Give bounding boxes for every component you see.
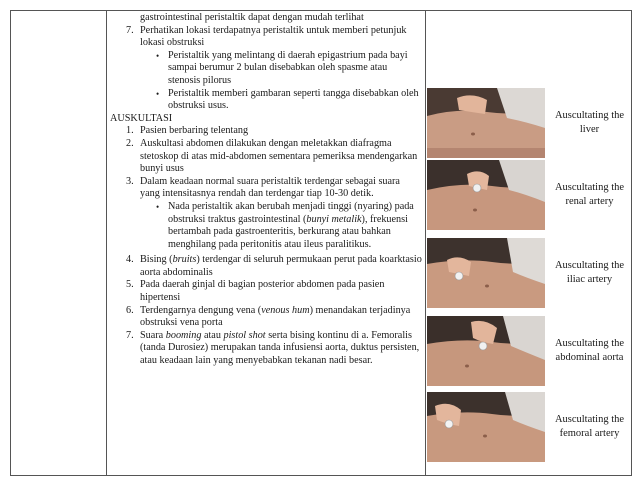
bullet-icon: •: [156, 88, 160, 99]
list-item: [110, 25, 422, 50]
list-item: [110, 254, 422, 279]
bullet-text: Peristaltik memberi gambaran seperti tangga disebabkan oleh obstruksi usus.: [168, 87, 419, 112]
auscultation-photo: [427, 316, 545, 386]
continuation-line: gastrointestinal peristaltik dapat dengan mudah terlihat: [140, 12, 364, 23]
item-number: 7.: [126, 329, 134, 341]
item-number: 7.: [126, 24, 134, 36]
bullet-item: [110, 88, 422, 113]
photo-row-femoral-artery: [427, 392, 630, 462]
bullet-text: Peristaltik yang melintang di daerah epigastrium pada bayi sampai berumur 2 bulan disebabkan oleh spasme atau stenosis pilorus: [168, 49, 408, 86]
item-number: 4.: [126, 254, 134, 266]
photo-caption: Auscultating the renal artery: [554, 182, 625, 207]
photo-caption: Auscultating the femoral artery: [554, 414, 625, 439]
photo-row-iliac-artery: [427, 238, 630, 308]
item-number: 1.: [126, 125, 134, 137]
photo-row-abdominal-aorta: [427, 316, 630, 386]
item-text: Pasien berbaring telentang: [140, 125, 249, 137]
list-item: [110, 176, 422, 201]
photo-row-renal-artery: [427, 160, 630, 230]
auscultation-photo: [427, 160, 545, 230]
list-item: [110, 330, 422, 368]
item-text: Perhatikan lokasi terdapatnya peristaltik untuk memberi petunjuk lokasi obstruksi: [140, 24, 407, 49]
list-item: [110, 138, 422, 176]
item-text: Bising (bruits) terdengar di seluruh permukaan perut pada koarktasio aorta abdominalis: [140, 254, 422, 278]
bullet-text: Nada peristaltik akan berubah menjadi tinggi (nyaring) pada obstruksi traktus gastrointestinal (bunyi metalik), frekuensi bertambah pada gastroenteritis, berkurang atau bahkan menghilang pada peritonitis atau ileus paralitikus.: [168, 200, 414, 250]
item-text: Terdengarnya dengung vena (venous hum) menandakan terjadinya obstruksi vena porta: [140, 304, 411, 329]
item-number: 3.: [126, 175, 134, 187]
bullet-item: [110, 50, 422, 88]
bullet-icon: •: [156, 201, 160, 212]
auscultation-photo: [427, 238, 545, 308]
item-number: 6.: [126, 304, 134, 316]
item-text: Suara booming atau pistol shot serta bising kontinu di a. Femoralis (tanda Durosiez) merupakan tanda infusiensi aorta, duktus persisten, atau keadaan lain yang menyebabkan tekanan nadi besar.: [140, 329, 420, 367]
list-item: [110, 305, 422, 330]
bullet-item: [110, 201, 422, 251]
item-text: Pada daerah ginjal di bagian posterior abdomen pada pasien hipertensi: [140, 279, 385, 304]
item-text: Dalam keadaan normal suara peristaltik terdengar sebagai suara yang intensitasnya rendah dan terdengar tiap 10-30 detik.: [140, 175, 400, 200]
auscultation-photo: [427, 88, 545, 158]
photo-caption: Auscultating the iliac artery: [554, 260, 625, 285]
auscultation-photo: [427, 392, 545, 462]
list-item: [110, 125, 422, 138]
photo-row-liver: [427, 88, 630, 158]
item-number: 5.: [126, 279, 134, 291]
column-divider-right: [425, 10, 426, 476]
photo-caption: Auscultating the liver: [554, 110, 625, 135]
bullet-icon: •: [156, 50, 160, 61]
column-divider-left: [106, 10, 107, 476]
photo-caption: Auscultating the abdominal aorta: [554, 338, 625, 363]
item-number: 2.: [126, 137, 134, 149]
list-item: [110, 279, 422, 304]
procedure-text-column: [110, 12, 422, 472]
item-text: Auskultasi abdomen dilakukan dengan meletakkan diafragma stetoskop di atas mid-abdomen sementara pemeriksa mendengarkan bunyi usus: [140, 137, 418, 175]
section-heading: AUSKULTASI: [110, 112, 173, 124]
